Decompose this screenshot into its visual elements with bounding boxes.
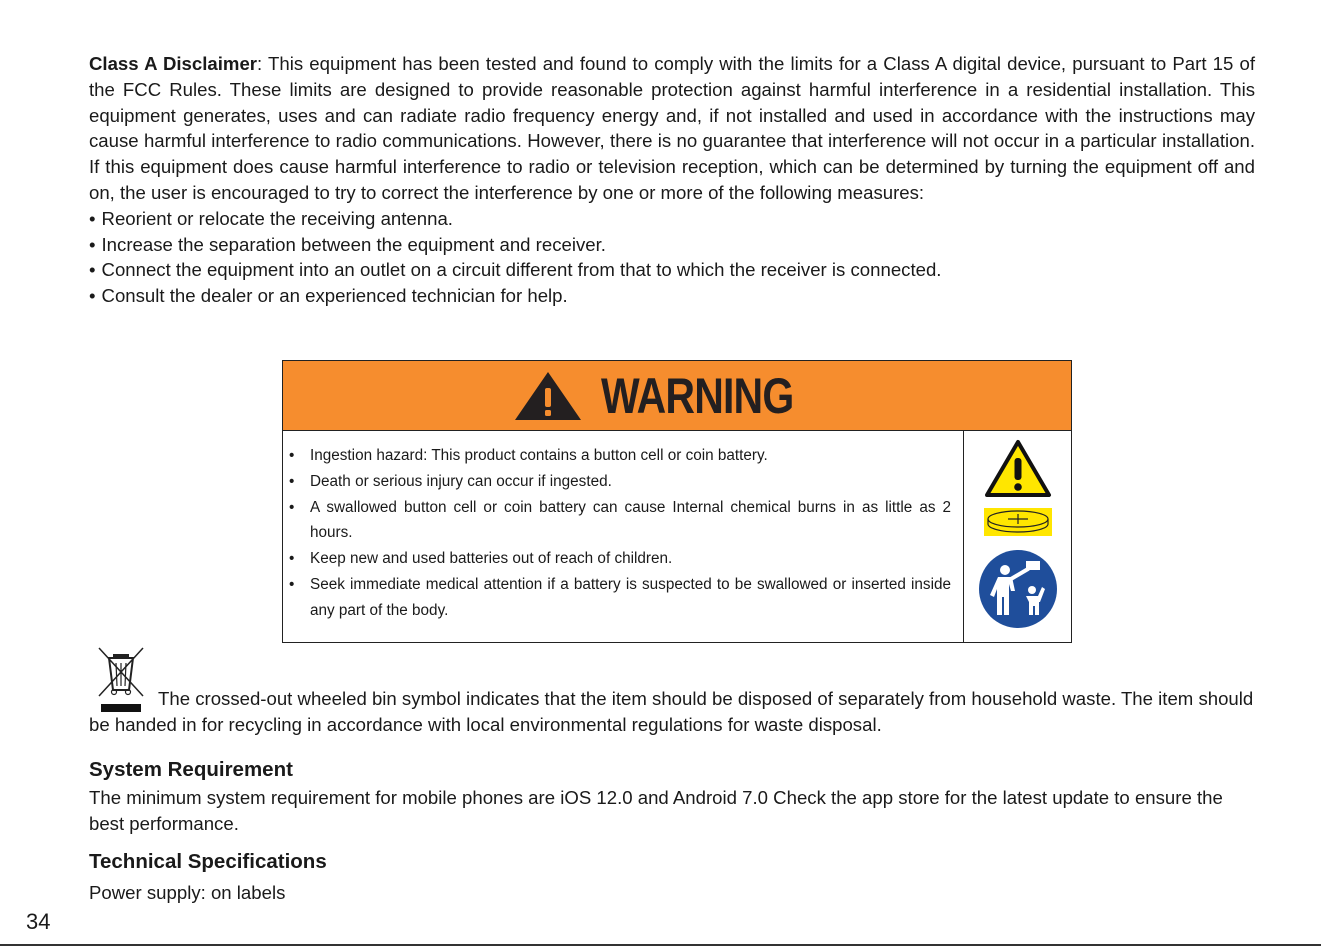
list-item: • Connect the equipment into an outlet on a circuit different from that to which the receiver is connected. xyxy=(89,257,1255,283)
footer-divider xyxy=(0,944,1321,946)
keep-away-from-children-icon xyxy=(978,549,1058,629)
list-item: • Ingestion hazard: This product contains a button cell or coin battery. xyxy=(289,443,951,469)
list-item: • Consult the dealer or an experienced technician for help. xyxy=(89,283,1255,309)
warning-text xyxy=(283,431,964,643)
list-item: • Seek immediate medical attention if a battery is suspected to be swallowed or inserted inside any part of the body. xyxy=(289,572,951,624)
list-item: • A swallowed button cell or coin battery can cause Internal chemical burns in as little as 2 hours. xyxy=(289,495,951,547)
warning-list xyxy=(289,443,951,624)
technical-specifications-text: Power supply: on labels xyxy=(89,882,286,903)
measures-list xyxy=(89,206,1255,309)
disclaimer-body: : This equipment has been tested and found to comply with the limits for a Class A digital device, pursuant to Part 15 of the FCC Rules. These limits are designed to provide reasonable protection against harmful interference in a residential installation. This equipment generates, uses and can radiate radio frequency energy and, if not installed and used in accordance with the instructions may cause harmful interference to radio communications. However, there is no guarantee that interference will not occur in a particular installation. If this equipment does cause harmful interference to radio or television reception, which can be determined by turning the equipment off and on, the user is encouraged to try to correct the interference by one or more of the following measures: xyxy=(89,53,1255,203)
list-item: • Increase the separation between the equipment and receiver. xyxy=(89,232,1255,258)
warning-triangle-icon xyxy=(984,439,1052,499)
warning-header xyxy=(283,361,1071,431)
warning-body xyxy=(283,431,1071,643)
list-item: • Death or serious injury can occur if ingested. xyxy=(289,469,951,495)
disclaimer-heading: Class A Disclaimer xyxy=(89,53,258,74)
technical-specifications-title: Technical Specifications xyxy=(89,850,327,873)
system-requirement-text: The minimum system requirement for mobile phones are iOS 12.0 and Android 7.0 Check the app store for the latest update to ensure the best performance. xyxy=(89,787,1223,834)
coin-battery-icon xyxy=(983,505,1053,539)
warning-icons xyxy=(964,431,1071,643)
battery-warning-box xyxy=(282,360,1072,643)
fcc-disclaimer-section xyxy=(89,51,1255,309)
system-requirement-title: System Requirement xyxy=(89,758,293,781)
warning-triangle-icon xyxy=(513,370,583,422)
page-number: 34 xyxy=(26,909,51,934)
weee-text: The crossed-out wheeled bin symbol indicates that the item should be disposed of separately from household waste. The item should be handed in for recycling in accordance with local environmental regulations for waste disposal. xyxy=(89,688,1254,735)
list-item: • Keep new and used batteries out of reach of children. xyxy=(289,546,951,572)
list-item: • Reorient or relocate the receiving antenna. xyxy=(89,206,1255,232)
disclaimer-paragraph xyxy=(89,51,1255,206)
warning-title: WARNING xyxy=(601,367,794,424)
